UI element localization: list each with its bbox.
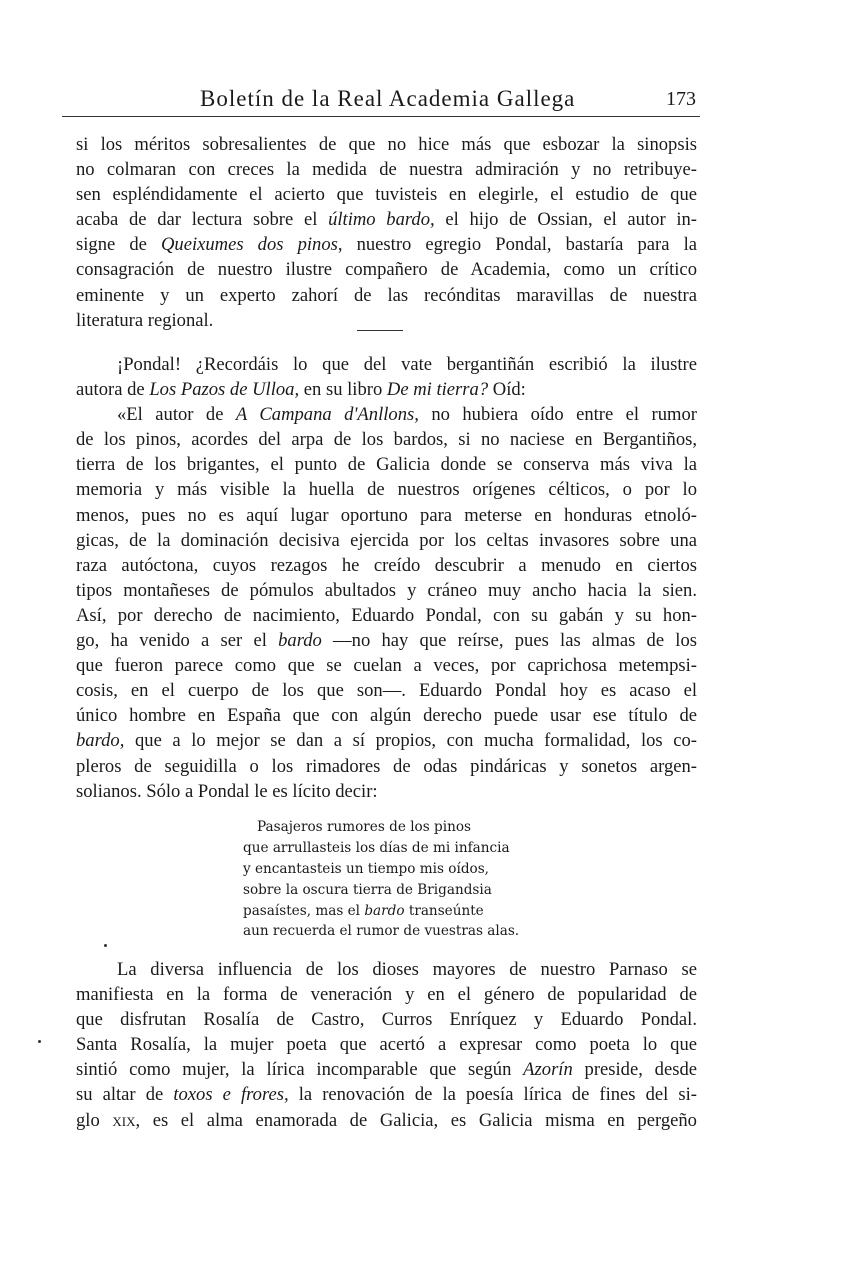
text-run: que arrullasteis los días de mi infancia xyxy=(243,839,510,856)
text-line xyxy=(76,1108,697,1133)
text-line xyxy=(76,779,697,804)
text-run: sobre la oscura tierra de Brigandsia xyxy=(243,881,492,898)
text-run: que disfrutan Rosalía de Castro, Curros Enríquez y Eduardo Pondal. xyxy=(76,1009,697,1031)
text-run: Oíd: xyxy=(488,379,526,401)
text-line xyxy=(243,859,573,880)
text-line xyxy=(76,1032,697,1057)
text-line xyxy=(243,880,573,901)
text-run: pleros de seguidilla o los rimadores de odas pindáricas y sonetos argen- xyxy=(76,755,697,777)
text-run: de los pinos, acordes del arpa de los bardos, si no naciese en Bergantiños, xyxy=(76,429,697,451)
header-rule xyxy=(62,116,700,117)
text-line xyxy=(76,402,697,427)
text-line xyxy=(76,603,697,628)
text-run: glo xyxy=(76,1109,113,1131)
italic-text: bardo, xyxy=(76,730,125,752)
text-line xyxy=(243,921,573,942)
text-run: tipos montañeses de pómulos abultados y cráneo muy ancho hacia la sien. xyxy=(76,579,697,601)
text-line xyxy=(76,477,697,502)
text-run: , nuestro egregio Pondal, bastaría para la xyxy=(337,234,697,256)
running-header-title: Boletín de la Real Academia Gallega xyxy=(200,86,576,111)
italic-text: Queixumes dos pinos xyxy=(160,234,338,256)
text-line xyxy=(76,653,697,678)
text-run: su altar de xyxy=(76,1084,174,1106)
text-line xyxy=(76,283,697,308)
text-line xyxy=(76,1057,697,1082)
text-run: cosis, en el cuerpo de los que son—. Eduardo Pondal hoy es acaso el xyxy=(76,680,697,702)
text-line xyxy=(243,838,573,859)
text-run: y encantasteis un tiempo mis oídos, xyxy=(243,860,490,877)
text-run: Así, por derecho de nacimiento, Eduardo Pondal, con su gabán y su hon- xyxy=(76,604,697,626)
scan-speck xyxy=(104,944,107,947)
text-run: , es el alma enamorada de Galicia, es Galicia misma en pergeño xyxy=(135,1109,697,1131)
text-run: el hijo de Ossian, el autor in- xyxy=(434,209,697,231)
paragraph-2-3 xyxy=(76,352,697,804)
poem-quotation xyxy=(243,817,573,942)
text-run: Santa Rosalía, la mujer poeta que acertó a expresar como poeta lo que xyxy=(76,1034,697,1056)
text-run: menos, pues no es aquí lugar oportuno para meterse en honduras etnoló- xyxy=(76,504,697,526)
text-line xyxy=(76,352,697,377)
text-line xyxy=(76,503,697,528)
text-run: sen espléndidamente el acierto que tuvisteis en elegirle, el estudio de que xyxy=(76,184,697,206)
text-run: aun recuerda el rumor de vuestras alas. xyxy=(243,923,520,940)
text-line xyxy=(76,982,697,1007)
italic-text: Los Pazos de Ulloa, xyxy=(149,379,300,401)
text-run: autora de xyxy=(76,379,150,401)
text-line xyxy=(76,957,697,982)
text-run: no hubiera oído entre el rumor xyxy=(418,404,697,426)
text-run: xix xyxy=(112,1109,136,1131)
text-line xyxy=(76,377,697,402)
text-line xyxy=(243,817,573,838)
scan-speck xyxy=(38,1040,41,1043)
text-line xyxy=(243,901,573,922)
italic-text: toxos e frores, xyxy=(173,1084,289,1106)
italic-text: bardo xyxy=(278,630,322,652)
text-run: ¡Pondal! ¿Recordáis lo que del vate bergantiñán escribió la ilustre xyxy=(117,354,697,375)
text-line xyxy=(76,553,697,578)
text-line xyxy=(76,728,697,753)
text-run: no colmaran con creces la medida de nuestra admiración y no retribuye- xyxy=(76,159,697,181)
text-run: en su libro xyxy=(299,379,387,401)
text-run: transeúnte xyxy=(404,902,484,919)
text-run: pasaístes, mas el xyxy=(243,902,365,919)
text-run: que a lo mejor se dan a sí propios, con mucha formalidad, los co- xyxy=(124,730,697,752)
text-line xyxy=(76,703,697,728)
text-run: La diversa influencia de los dioses mayores de nuestro Parnaso se xyxy=(117,959,697,980)
italic-text: Azorín xyxy=(523,1059,573,1081)
text-line xyxy=(76,232,697,257)
text-line xyxy=(76,754,697,779)
text-line xyxy=(76,257,697,282)
text-run: Pasajeros rumores de los pinos xyxy=(257,819,471,835)
text-line xyxy=(76,628,697,653)
text-line xyxy=(76,132,697,157)
text-run: preside, desde xyxy=(572,1059,697,1081)
text-line xyxy=(76,1082,697,1107)
paragraph-1 xyxy=(76,132,697,333)
italic-text: bardo xyxy=(364,902,405,919)
text-run: acaba de dar lectura sobre el xyxy=(76,209,329,231)
text-line xyxy=(76,1007,697,1032)
text-run: si los méritos sobresalientes de que no hice más que esbozar la sinopsis xyxy=(76,134,697,155)
text-run: —no hay que reírse, pues las almas de los xyxy=(321,630,697,652)
text-run: «El autor de xyxy=(117,404,236,426)
text-line xyxy=(76,157,697,182)
text-run: memoria y más visible la huella de nuestros orígenes célticos, o por lo xyxy=(76,479,697,501)
italic-text: A Campana d'Anllons, xyxy=(235,404,419,426)
text-run: literatura regional. xyxy=(76,309,214,331)
page-number: 173 xyxy=(666,88,696,110)
italic-text: último bardo, xyxy=(328,209,435,231)
text-run: raza autóctona, cuyos rezagos he creído descubrir a menudo en ciertos xyxy=(76,554,697,576)
text-line xyxy=(76,182,697,207)
text-line xyxy=(76,452,697,477)
text-run: que fueron parece como que se cuelan a veces, por caprichosa metempsi- xyxy=(76,655,697,677)
text-run: tierra de los brigantes, el punto de Galicia donde se conserva más viva la xyxy=(76,454,697,476)
text-run: consagración de nuestro ilustre compañero de Academia, como un crítico xyxy=(76,259,697,281)
text-run: manifiesta en la forma de veneración y en el género de popularidad de xyxy=(76,984,697,1006)
text-run: eminente y un experto zahorí de las recónditas maravillas de nuestra xyxy=(76,284,697,306)
text-line xyxy=(76,308,697,333)
paragraph-4 xyxy=(76,957,697,1133)
text-line xyxy=(76,427,697,452)
text-line xyxy=(76,528,697,553)
text-run: gicas, de la dominación decisiva ejercida por los celtas invasores sobre una xyxy=(76,529,697,551)
italic-text: De mi tierra? xyxy=(386,379,489,401)
text-run: único hombre en España que con algún derecho puede usar ese título de xyxy=(76,705,697,727)
text-run: go, ha venido a ser el xyxy=(76,630,279,652)
text-line xyxy=(76,578,697,603)
text-run: sintió como mujer, la lírica incomparable que según xyxy=(76,1059,524,1081)
text-run: la renovación de la poesía lírica de fines del si- xyxy=(288,1084,697,1106)
text-run: solianos. Sólo a Pondal le es lícito decir: xyxy=(76,780,378,802)
text-run: signe de xyxy=(76,234,161,256)
text-line xyxy=(76,678,697,703)
text-line xyxy=(76,207,697,232)
